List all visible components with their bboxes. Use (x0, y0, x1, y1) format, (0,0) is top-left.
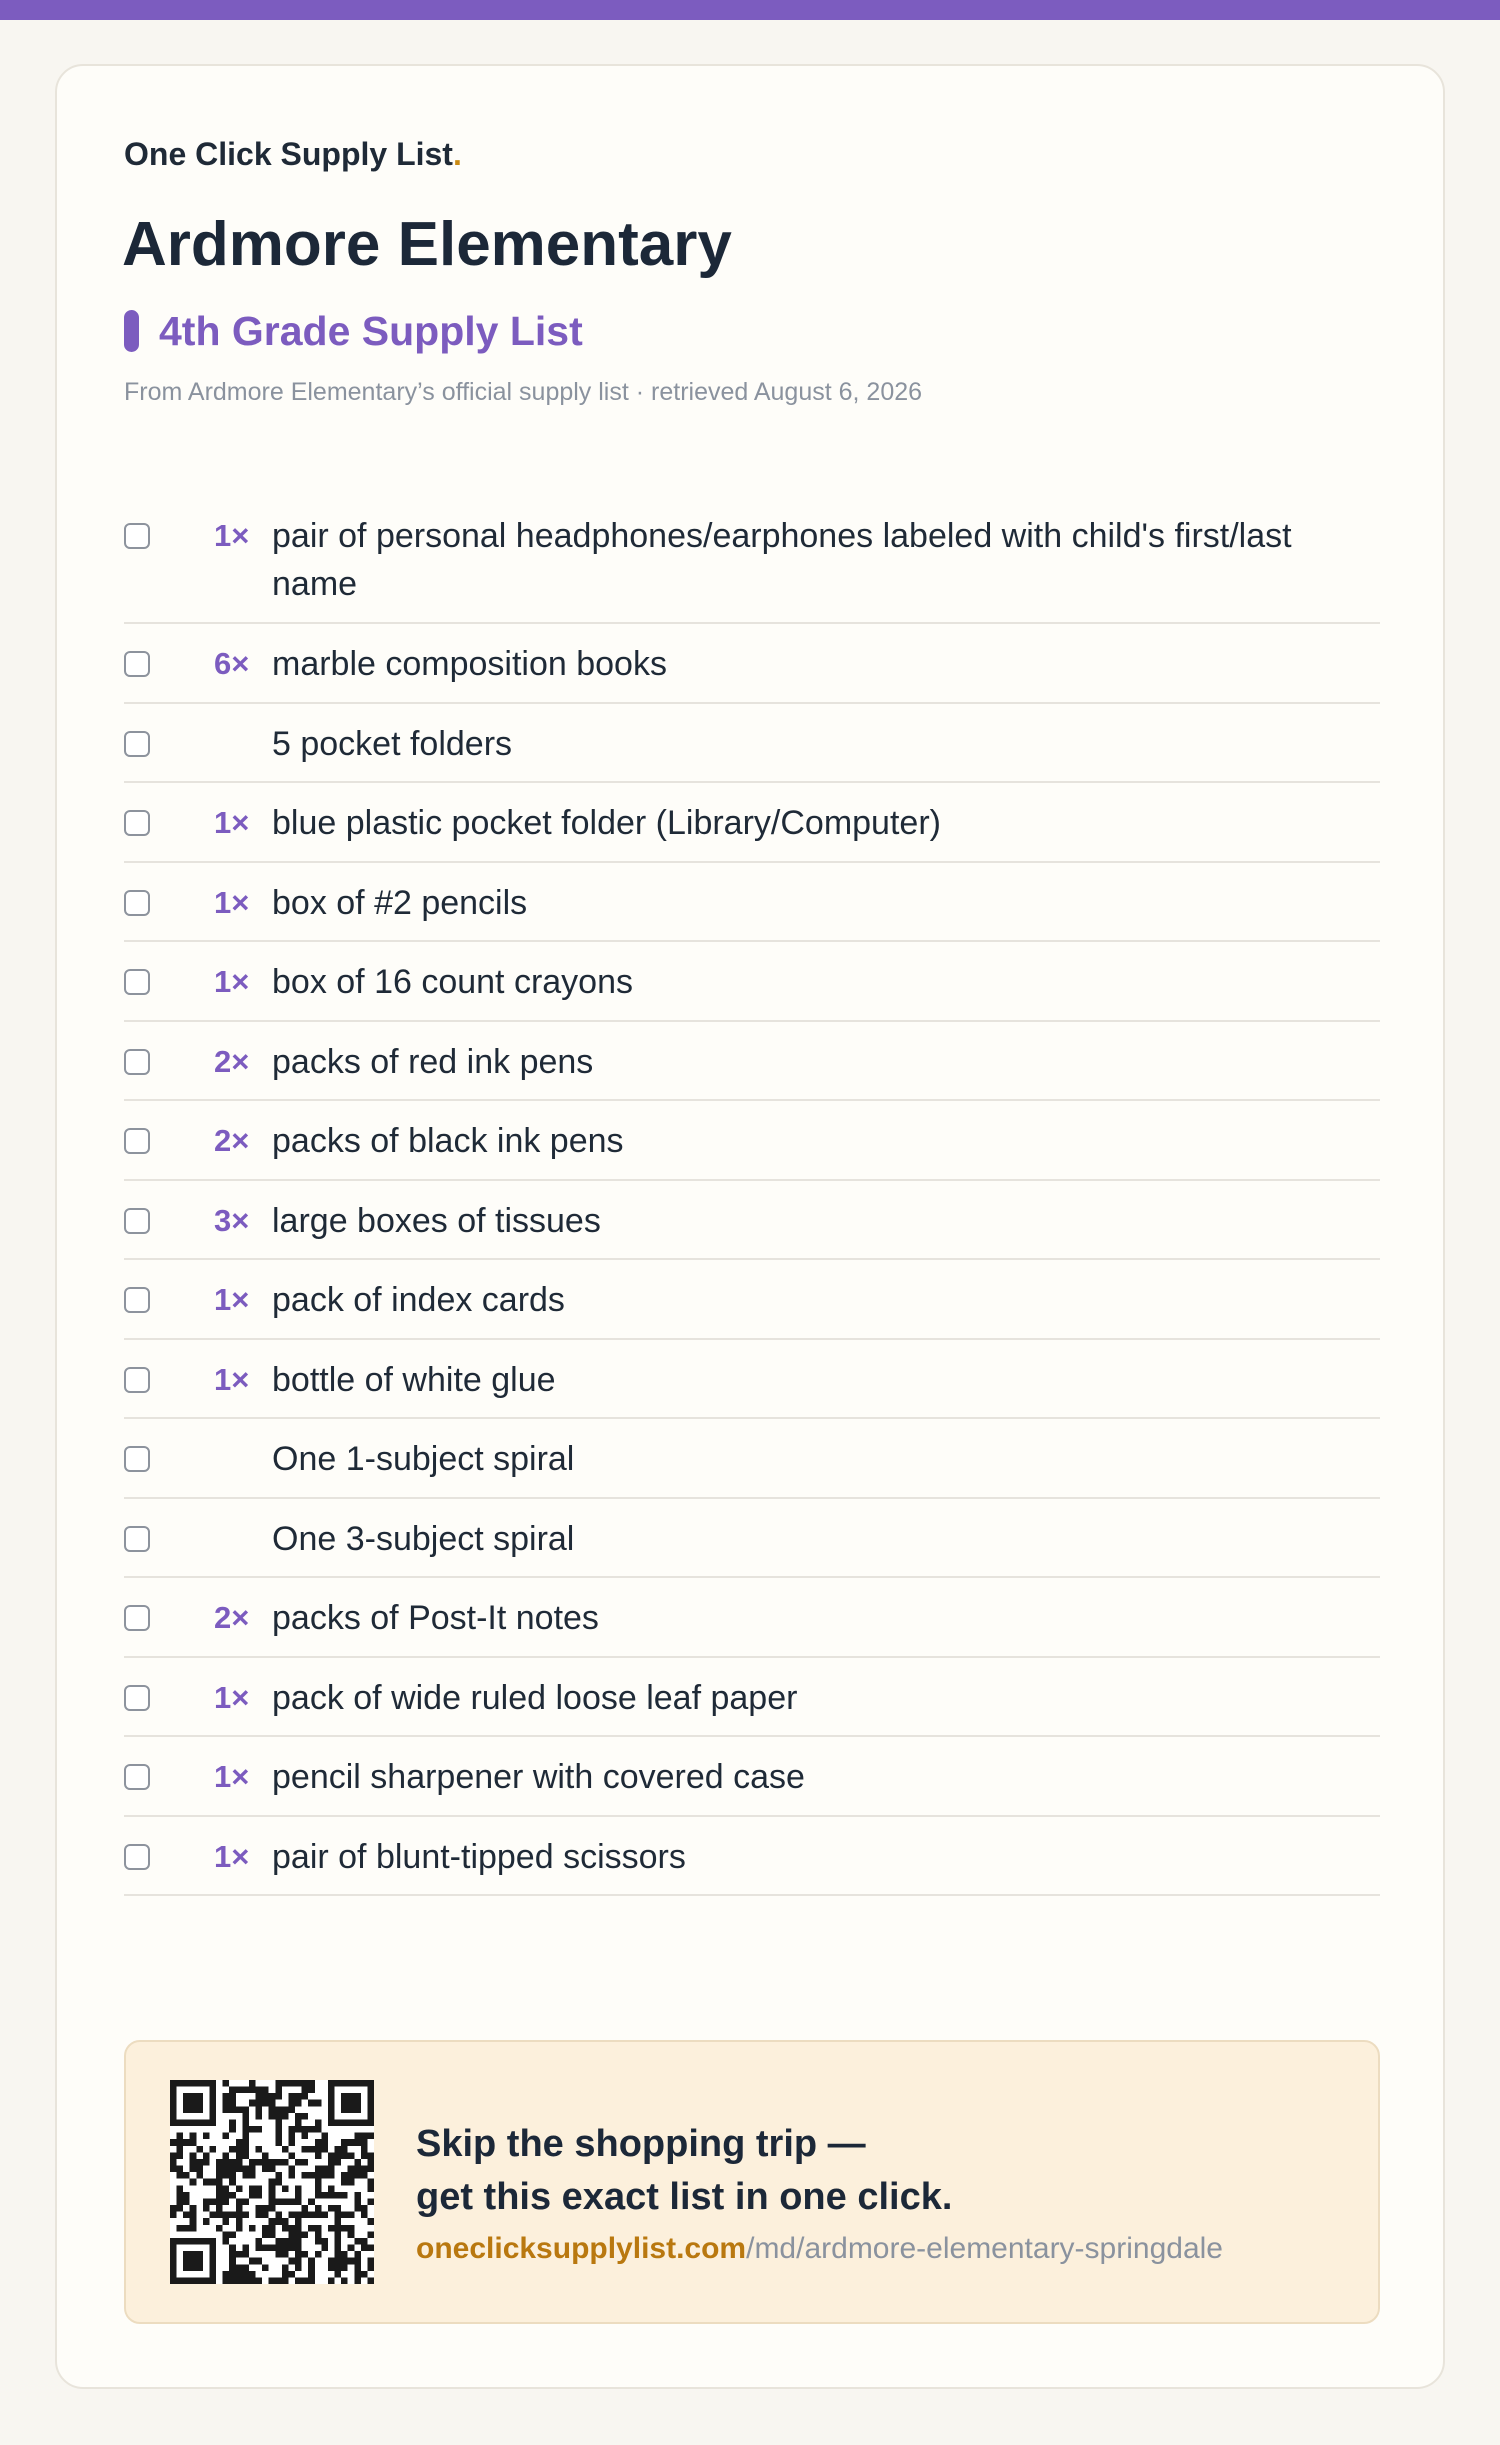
list-item (124, 1737, 1380, 1817)
item-checkbox[interactable] (124, 523, 150, 549)
list-item (124, 783, 1380, 863)
item-label: large boxes of tissues (272, 1201, 601, 1240)
list-item (124, 942, 1380, 1022)
list-item (124, 1499, 1380, 1579)
list-item (124, 1658, 1380, 1738)
item-checkbox[interactable] (124, 1844, 150, 1870)
item-label: One 3-subject spiral (272, 1519, 575, 1558)
list-item (124, 704, 1380, 784)
item-checkbox[interactable] (124, 810, 150, 836)
list-title-text: 4th Grade Supply List (159, 308, 583, 354)
item-checkbox[interactable] (124, 1049, 150, 1075)
item-label: pack of index cards (272, 1281, 565, 1319)
list-title (124, 309, 583, 353)
list-item (124, 1022, 1380, 1102)
item-quantity: 1× (214, 1361, 250, 1397)
item-label: pencil sharpener with covered case (272, 1758, 805, 1796)
item-checkbox[interactable] (124, 1128, 150, 1154)
supply-list (124, 496, 1380, 1896)
item-checkbox[interactable] (124, 731, 150, 757)
item-quantity: 2× (214, 1600, 250, 1635)
source-note: From Ardmore Elementary’s official supply list · retrieved August 6, 2026 (124, 378, 923, 406)
item-quantity: 1× (214, 964, 250, 999)
top-accent-bar (0, 0, 1500, 20)
promo-url-domain: oneclicksupplylist.com (416, 2232, 747, 2265)
promo-headline-line-1: Skip the shopping trip — (416, 2123, 866, 2165)
item-quantity: 1× (214, 1282, 250, 1317)
item-label: pair of blunt-tipped scissors (272, 1837, 686, 1876)
item-checkbox[interactable] (124, 1287, 150, 1313)
brand-logo[interactable] (124, 136, 462, 173)
item-checkbox[interactable] (124, 890, 150, 916)
item-quantity: 2× (214, 1043, 250, 1079)
qr-code[interactable] (170, 2080, 374, 2284)
item-quantity: 1× (214, 805, 250, 840)
list-item (124, 1419, 1380, 1499)
item-quantity: 2× (214, 1123, 250, 1158)
item-quantity: 1× (214, 1838, 250, 1874)
brand-name: One Click Supply List (124, 136, 453, 172)
item-checkbox[interactable] (124, 1764, 150, 1790)
item-checkbox[interactable] (124, 1446, 150, 1472)
item-label: box of #2 pencils (272, 883, 528, 922)
item-label: bottle of white glue (272, 1360, 556, 1399)
item-label: One 1-subject spiral (272, 1440, 575, 1478)
item-checkbox[interactable] (124, 969, 150, 995)
item-checkbox[interactable] (124, 1526, 150, 1552)
list-item (124, 1340, 1380, 1420)
item-label: packs of black ink pens (272, 1122, 624, 1160)
list-item (124, 1578, 1380, 1658)
item-label: box of 16 count crayons (272, 963, 634, 1001)
list-item (124, 496, 1380, 624)
item-quantity: 1× (214, 884, 250, 920)
promo-headline (416, 2118, 952, 2224)
list-item (124, 863, 1380, 943)
item-quantity: 6× (214, 646, 250, 681)
list-item (124, 1181, 1380, 1261)
promo-banner (124, 2040, 1380, 2324)
promo-url-path: /md/ardmore-elementary-springdale (746, 2232, 1223, 2265)
item-label: packs of red ink pens (272, 1042, 594, 1081)
item-checkbox[interactable] (124, 1367, 150, 1393)
promo-url-link[interactable] (416, 2232, 1223, 2266)
item-quantity: 1× (214, 1759, 250, 1794)
list-item (124, 1260, 1380, 1340)
list-title-accent-bar (124, 310, 139, 352)
list-item (124, 1101, 1380, 1181)
supply-list-card (55, 64, 1445, 2389)
item-label: pair of personal headphones/earphones labeled with child's first/last name (272, 517, 1292, 603)
school-name: Ardmore Elementary (122, 210, 732, 279)
promo-headline-line-2: get this exact list in one click. (416, 2176, 953, 2218)
item-checkbox[interactable] (124, 651, 150, 677)
item-checkbox[interactable] (124, 1605, 150, 1631)
item-label: marble composition books (272, 645, 667, 683)
list-item (124, 624, 1380, 704)
item-checkbox[interactable] (124, 1208, 150, 1234)
brand-dot: . (452, 136, 462, 172)
item-label: 5 pocket folders (272, 724, 513, 763)
item-quantity: 1× (214, 1679, 250, 1715)
list-item (124, 1817, 1380, 1897)
item-label: pack of wide ruled loose leaf paper (272, 1678, 798, 1717)
item-quantity: 3× (214, 1202, 250, 1238)
item-label: blue plastic pocket folder (Library/Computer) (272, 804, 941, 842)
item-checkbox[interactable] (124, 1685, 150, 1711)
item-quantity: 1× (214, 518, 250, 553)
item-label: packs of Post-It notes (272, 1599, 599, 1637)
